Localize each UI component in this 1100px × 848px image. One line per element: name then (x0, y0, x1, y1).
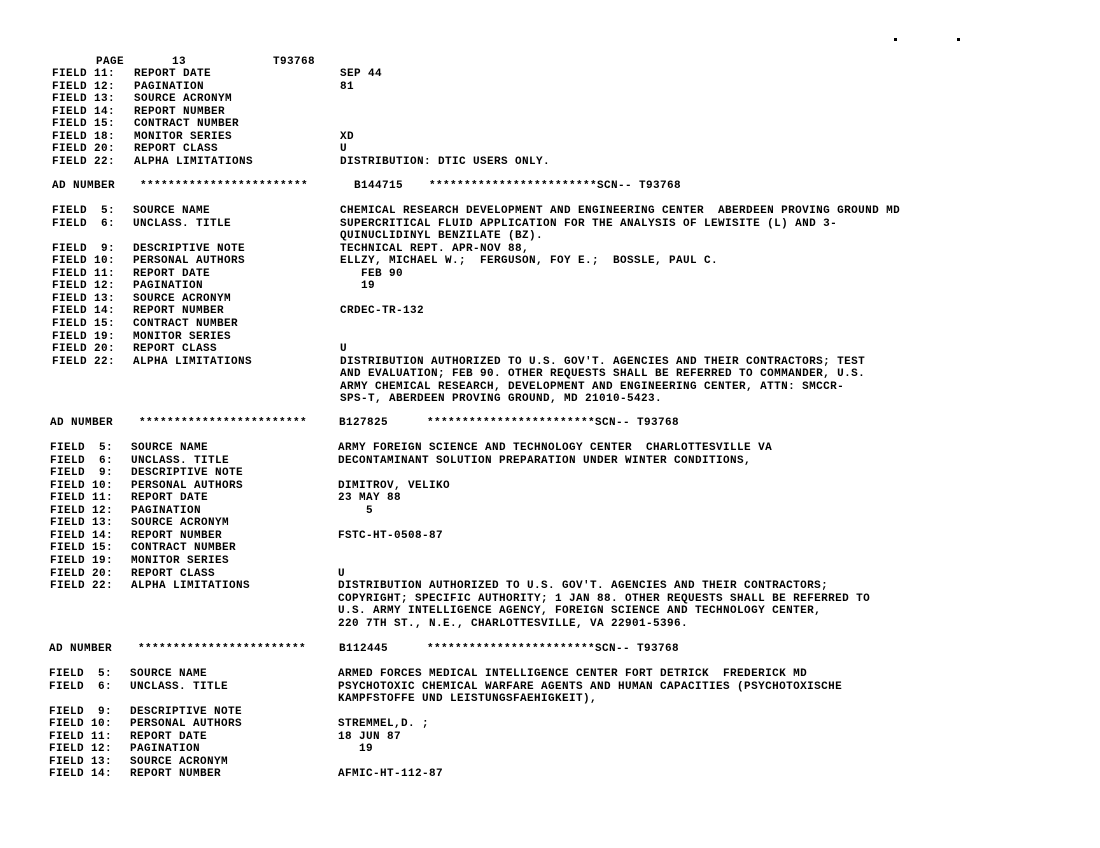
field-name: MONITOR SERIES (134, 130, 233, 143)
scan-speck-mark (894, 38, 897, 41)
ad-number-value: B127825 (339, 417, 389, 429)
field-label: FIELD 20: (52, 343, 116, 356)
ad-number-value: B144715 (354, 180, 404, 192)
field-label: FIELD 15: (52, 118, 116, 131)
field-value: DISTRIBUTION AUTHORIZED TO U.S. GOV'T. AGENCIES AND THEIR CONTRACTORS; (338, 580, 829, 593)
field-name: DESCRIPTIVE NOTE (133, 242, 246, 255)
field-value: QUINUCLIDINYL BENZILATE (BZ). (340, 230, 544, 243)
field-label: FIELD 22: (52, 155, 116, 168)
field-name: REPORT NUMBER (134, 105, 226, 118)
field-name: CONTRACT NUMBER (134, 118, 240, 131)
field-name: PAGINATION (131, 504, 202, 517)
field-name: ALPHA LIMITATIONS (131, 580, 251, 593)
field-name: REPORT DATE (130, 730, 208, 743)
field-label: FIELD 15: (52, 317, 116, 330)
field-value: FSTC-HT-0508-87 (338, 529, 444, 542)
field-name: SOURCE ACRONYM (131, 517, 230, 530)
field-name: UNCLASS. TITLE (133, 217, 232, 230)
field-name: SOURCE NAME (133, 205, 211, 217)
field-label: FIELD 10: (49, 718, 113, 731)
field-value: ARMY FOREIGN SCIENCE AND TECHNOLOGY CENTER CHARLOTTESVILLE VA (338, 442, 773, 454)
field-label: FIELD 18: (52, 130, 116, 143)
field-label: FIELD 13: (52, 292, 116, 305)
field-name: PERSONAL AUTHORS (130, 718, 243, 731)
field-value: CHEMICAL RESEARCH DEVELOPMENT AND ENGINEERING CENTER ABERDEEN PROVING GROUND MD (340, 205, 901, 217)
field-value: DECONTAMINANT SOLUTION PREPARATION UNDER WINTER CONDITIONS, (338, 454, 752, 467)
field-value: DIMITROV, VELIKO (338, 479, 451, 492)
field-label: FIELD 13: (50, 517, 114, 530)
ad-number-label: AD NUMBER (49, 643, 113, 655)
field-name: REPORT DATE (133, 267, 211, 280)
field-label: FIELD 13: (49, 755, 113, 768)
field-label: FIELD 11: (52, 68, 116, 80)
field-name: REPORT CLASS (133, 343, 218, 356)
field-name: REPORT NUMBER (130, 768, 222, 781)
scan-speck-mark (957, 38, 960, 41)
field-label: FIELD 14: (52, 105, 116, 118)
field-name: PAGINATION (130, 743, 201, 756)
field-name: CONTRACT NUMBER (131, 542, 237, 555)
field-value: U (340, 143, 348, 156)
field-label: FIELD 6: (52, 217, 116, 230)
page-number: 13 (172, 56, 187, 68)
field-label: FIELD 9: (50, 467, 114, 480)
field-name: ALPHA LIMITATIONS (134, 155, 254, 168)
field-value: 23 MAY 88 (338, 492, 402, 505)
ad-number-value: B112445 (339, 643, 389, 655)
field-name: REPORT CLASS (134, 143, 219, 156)
field-value: 81 (340, 80, 355, 93)
field-value: 19 (338, 743, 374, 756)
field-value: 18 JUN 87 (338, 730, 402, 743)
separator-stars: ************************ (138, 643, 307, 655)
field-name: PAGINATION (134, 80, 205, 93)
field-value: COPYRIGHT; SPECIFIC AUTHORITY; 1 JAN 88. OTHER REQUESTS SHALL BE REFERRED TO (338, 592, 871, 605)
field-label: FIELD 19: (50, 554, 114, 567)
field-value: 19 (340, 280, 376, 293)
field-name: SOURCE NAME (131, 442, 209, 454)
field-label: FIELD 20: (50, 567, 114, 580)
field-name: PERSONAL AUTHORS (131, 479, 244, 492)
field-label: FIELD 12: (50, 504, 114, 517)
field-name: SOURCE NAME (130, 668, 208, 680)
field-name: REPORT NUMBER (133, 305, 225, 318)
ad-number-label: AD NUMBER (52, 180, 116, 192)
field-label: FIELD 20: (52, 143, 116, 156)
field-label: FIELD 5: (50, 442, 114, 454)
field-value: U (338, 567, 346, 580)
field-label: FIELD 5: (49, 668, 113, 680)
field-name: REPORT DATE (131, 492, 209, 505)
field-name: UNCLASS. TITLE (130, 680, 229, 693)
field-value: 5 (338, 504, 374, 517)
field-value: SPS-T, ABERDEEN PROVING GROUND, MD 21010-5423. (340, 393, 663, 406)
field-label: FIELD 13: (52, 93, 116, 106)
field-value: ARMED FORCES MEDICAL INTELLIGENCE CENTER FORT DETRICK FREDERICK MD (338, 668, 808, 680)
field-name: DESCRIPTIVE NOTE (130, 705, 243, 718)
field-name: PAGINATION (133, 280, 204, 293)
field-label: FIELD 22: (52, 355, 116, 368)
field-name: PERSONAL AUTHORS (133, 255, 246, 268)
page-label: PAGE (96, 56, 125, 68)
field-value: SEP 44 (340, 68, 383, 80)
field-label: FIELD 6: (49, 680, 113, 693)
field-name: REPORT NUMBER (131, 529, 223, 542)
field-label: FIELD 19: (52, 330, 116, 343)
field-value: XD (340, 130, 355, 143)
field-label: FIELD 11: (52, 267, 116, 280)
field-label: FIELD 12: (52, 280, 116, 293)
field-value: 220 7TH ST., N.E., CHARLOTTESVILLE, VA 22901-5396. (338, 617, 689, 630)
field-label: FIELD 9: (49, 705, 113, 718)
ad-number-label: AD NUMBER (50, 417, 114, 429)
field-label: FIELD 10: (52, 255, 116, 268)
separator-stars: ************************ (139, 417, 308, 429)
field-label: FIELD 12: (49, 743, 113, 756)
document-id: T93768 (273, 56, 316, 68)
field-label: FIELD 6: (50, 454, 114, 467)
scn-reference: ************************SCN-- T93768 (429, 180, 682, 192)
field-value: PSYCHOTOXIC CHEMICAL WARFARE AGENTS AND HUMAN CAPACITIES (PSYCHOTOXISCHE (338, 680, 843, 693)
field-name: SOURCE ACRONYM (130, 755, 229, 768)
scn-reference: ************************SCN-- T93768 (427, 417, 680, 429)
field-name: UNCLASS. TITLE (131, 454, 230, 467)
field-value: DISTRIBUTION: DTIC USERS ONLY. (340, 155, 551, 168)
field-label: FIELD 11: (49, 730, 113, 743)
scn-reference: ************************SCN-- T93768 (427, 643, 680, 655)
field-label: FIELD 10: (50, 479, 114, 492)
field-label: FIELD 12: (52, 80, 116, 93)
field-value: U (340, 343, 348, 356)
field-label: FIELD 11: (50, 492, 114, 505)
field-label: FIELD 14: (52, 305, 116, 318)
field-value: STREMMEL,D. ; (338, 718, 430, 731)
field-label: FIELD 9: (52, 242, 116, 255)
field-name: MONITOR SERIES (131, 554, 230, 567)
field-value: FEB 90 (340, 267, 404, 280)
field-name: REPORT CLASS (131, 567, 216, 580)
field-label: FIELD 14: (49, 768, 113, 781)
field-value: KAMPFSTOFFE UND LEISTUNGSFAEHIGKEIT), (338, 693, 598, 706)
field-name: ALPHA LIMITATIONS (133, 355, 253, 368)
field-value: SUPERCRITICAL FLUID APPLICATION FOR THE ANALYSIS OF LEWISITE (L) AND 3- (340, 217, 838, 230)
field-value: CRDEC-TR-132 (340, 305, 425, 318)
field-name: REPORT DATE (134, 68, 212, 80)
field-name: DESCRIPTIVE NOTE (131, 467, 244, 480)
field-value: U.S. ARMY INTELLIGENCE AGENCY, FOREIGN SCIENCE AND TECHNOLOGY CENTER, (338, 605, 822, 618)
field-value: ELLZY, MICHAEL W.; FERGUSON, FOY E.; BOSSLE, PAUL C. (340, 255, 719, 268)
field-value: AFMIC-HT-112-87 (338, 768, 444, 781)
field-value: DISTRIBUTION AUTHORIZED TO U.S. GOV'T. AGENCIES AND THEIR CONTRACTORS; TEST (340, 355, 866, 368)
field-label: FIELD 14: (50, 529, 114, 542)
separator-stars: ************************ (140, 180, 309, 192)
field-name: SOURCE ACRONYM (133, 292, 232, 305)
field-value: AND EVALUATION; FEB 90. OTHER REQUESTS SHALL BE REFERRED TO COMMANDER, U.S. (340, 368, 866, 381)
field-label: FIELD 5: (52, 205, 116, 217)
field-name: CONTRACT NUMBER (133, 317, 239, 330)
field-label: FIELD 15: (50, 542, 114, 555)
field-name: MONITOR SERIES (133, 330, 232, 343)
field-name: SOURCE ACRONYM (134, 93, 233, 106)
field-value: ARMY CHEMICAL RESEARCH, DEVELOPMENT AND ENGINEERING CENTER, ATTN: SMCCR- (340, 380, 845, 393)
field-value: TECHNICAL REPT. APR-NOV 88, (340, 242, 530, 255)
field-label: FIELD 22: (50, 580, 114, 593)
